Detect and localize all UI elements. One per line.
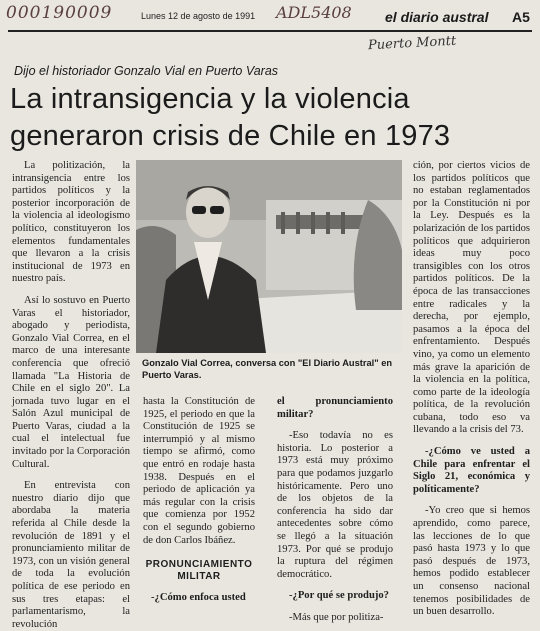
interview-question: -¿Cómo enfoca usted	[151, 592, 246, 604]
article-photo	[136, 160, 402, 353]
interview-question: -¿Cómo ve usted a Chile para enfrentar el Siglo 21, económica y políticamente?	[413, 446, 530, 495]
interview-question: -¿Por qué se produjo?	[289, 590, 389, 602]
column-1-paragraph: Así lo sostuvo en Puerto Varas el historiador, abogado y periodista, Gonzalo Vial Correa, en el marco de una interesante conferencia que ofreció llamada "La Historia de Chile en el siglo 20". La jornada tuvo lugar en el Salón Azul municipal de Puerto Varas, ciudad a la cual el intelectual fue invitado por la Corporación Cultural.	[12, 294, 130, 470]
column-1-paragraph: La politización, la intransigencia entre los partidos políticos y la posterior incorporación de la violencia al ideologismo político, constituyeron los elementos fundamentales que llevaron a la crisis institucional de 1973 en nuestro país.	[12, 160, 130, 285]
page-number: A5	[512, 9, 530, 25]
column-3	[277, 396, 393, 625]
column-2-paragraph: hasta la Constitución de 1925, el periodo en que la Constitución de 1925 se interrumpió y al mismo tiempo se afirmó, como que entró en rodaje hasta 1938. Después en el periodo de aplicación ya más regular con la crisis que comienza por 1952 con el segundo gobierno de don Carlos Ibáñez.	[143, 396, 255, 546]
catalog-number-annotation: 000190009	[6, 3, 113, 23]
column-4	[413, 160, 530, 619]
header-rule	[8, 30, 532, 32]
issue-date: Lunes 12 de agosto de 1991	[141, 11, 256, 21]
column-3-paragraph: -Eso todavía no es historia. Lo posterior a 1973 está muy próximo para que podamos juzgarlo históricamente. Pero uno de los objetos de la conferencia ha sido dar antecedentes sobre cómo se llegó a la situación 1973. Por qué se produjo la ruptura del régimen democrático.	[277, 430, 393, 580]
column-4-paragraph: ción, por ciertos vicios de los partidos políticos que no estaban reglamentados por la Constitución ni por la Ley. Después es la polarización de los partidos políticos que adquirieron ideas muy poco transigibles con los otros partidos políticos. De la época de las transacciones entre radicales y la derecha, por ejemplo, pasamos a la época del enfrentamiento. Después vino, ya como un elemento más grave la aparición de la violencia en la política, como parte de la ideología política, de la revolución cubana, todo eso va llevando a la crisis del 73.	[413, 160, 530, 436]
column-1-paragraph: En entrevista con nuestro diario dijo que abordaba la materia referida al Chile desde la revolución de 1891 y el pronunciamiento militar de 1973, con un visión general de toda la evolución política de ese periodo en sus tres etapas: el parlamentarismo, la revolución	[12, 480, 130, 630]
headline-line-1: La intransigencia y la violencia	[10, 83, 410, 115]
headline-line-2: generaron crisis de Chile en 1973	[10, 120, 451, 152]
photo-caption: Gonzalo Vial Correa, conversa con "El Diario Austral" en Puerto Varas.	[142, 358, 393, 380]
interview-photo-image	[136, 160, 402, 353]
column-3-paragraph: -Más que por politiza-	[289, 611, 384, 623]
section-subhead: PRONUNCIAMIENTO MILITAR	[145, 559, 253, 583]
column-1	[12, 160, 130, 631]
column-2	[143, 396, 255, 605]
masthead: el diario austral	[385, 9, 489, 25]
article-kicker: Dijo el historiador Gonzalo Vial en Puerto Varas	[14, 64, 279, 78]
interview-question: el pronunciamiento militar?	[277, 396, 393, 420]
place-annotation: Puerto Montt	[367, 33, 457, 54]
code-annotation: ADL5408	[276, 3, 352, 22]
column-4-paragraph: -Yo creo que si hemos aprendido, como parece, las lecciones de lo que pasó hasta 1973 y lo que pasó después de 1973, hemos podido establecer un consenso nacional tenemos posibilidades de un buen desarrollo.	[413, 505, 530, 618]
